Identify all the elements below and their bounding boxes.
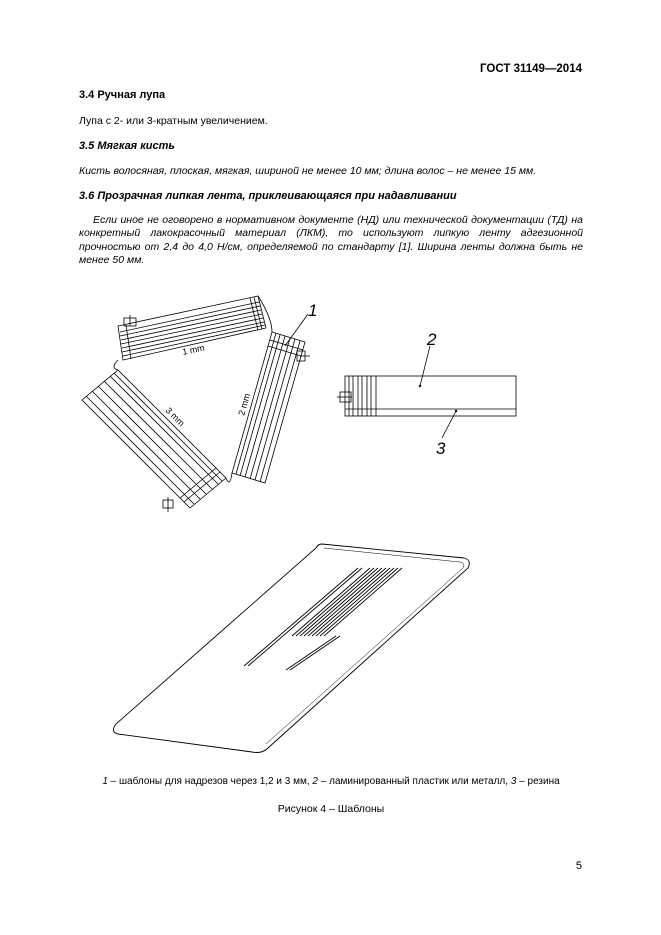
section-text-3-5: Кисть волосяная, плоская, мягкая, шириной не менее 10 мм; длина волос – не менее 15 мм. [79, 165, 537, 177]
comb-3mm [82, 370, 226, 512]
figure-caption: 1 – шаблоны для надрезов через 1,2 и 3 мм, 2 – ламинированный пластик или металл, 3 – резина [102, 776, 560, 787]
figure-title: Рисунок 4 – Шаблоны [277, 803, 385, 815]
page-number: 5 [575, 860, 582, 872]
section-heading-3-5: 3.5 Мягкая кисть [79, 140, 175, 152]
section-heading-3-4: 3.4 Ручная лупа [79, 89, 166, 101]
label-1mm: 1 mm [181, 342, 206, 357]
section-heading-3-6: 3.6 Прозрачная липкая лента, приклеивающаяся при надавливании [79, 190, 457, 202]
label-3: 3 [436, 439, 446, 458]
section-text-3-6: Если иное не оговорено в нормативном документе (НД) или технической документации (ТД) на конкретный лакокрасочный материал (ЛКМ), то используют липкую ленту адгезионной прочностью от 2,4 до 4,0 Н/см, определяемой по стандарту [1]. Ширина ленты должна быть не менее 50 мм. [79, 214, 583, 267]
label-2mm: 2 mm [236, 392, 253, 417]
template-plate-perspective [113, 544, 469, 753]
label-3mm: 3 mm [163, 405, 187, 429]
side-view-plate [337, 346, 516, 438]
label-1: 1 [308, 301, 318, 320]
document-code: ГОСТ 31149—2014 [480, 63, 582, 75]
section-text-3-4: Лупа с 2- или 3-кратным увеличением. [79, 115, 268, 127]
label-2: 2 [427, 330, 437, 349]
